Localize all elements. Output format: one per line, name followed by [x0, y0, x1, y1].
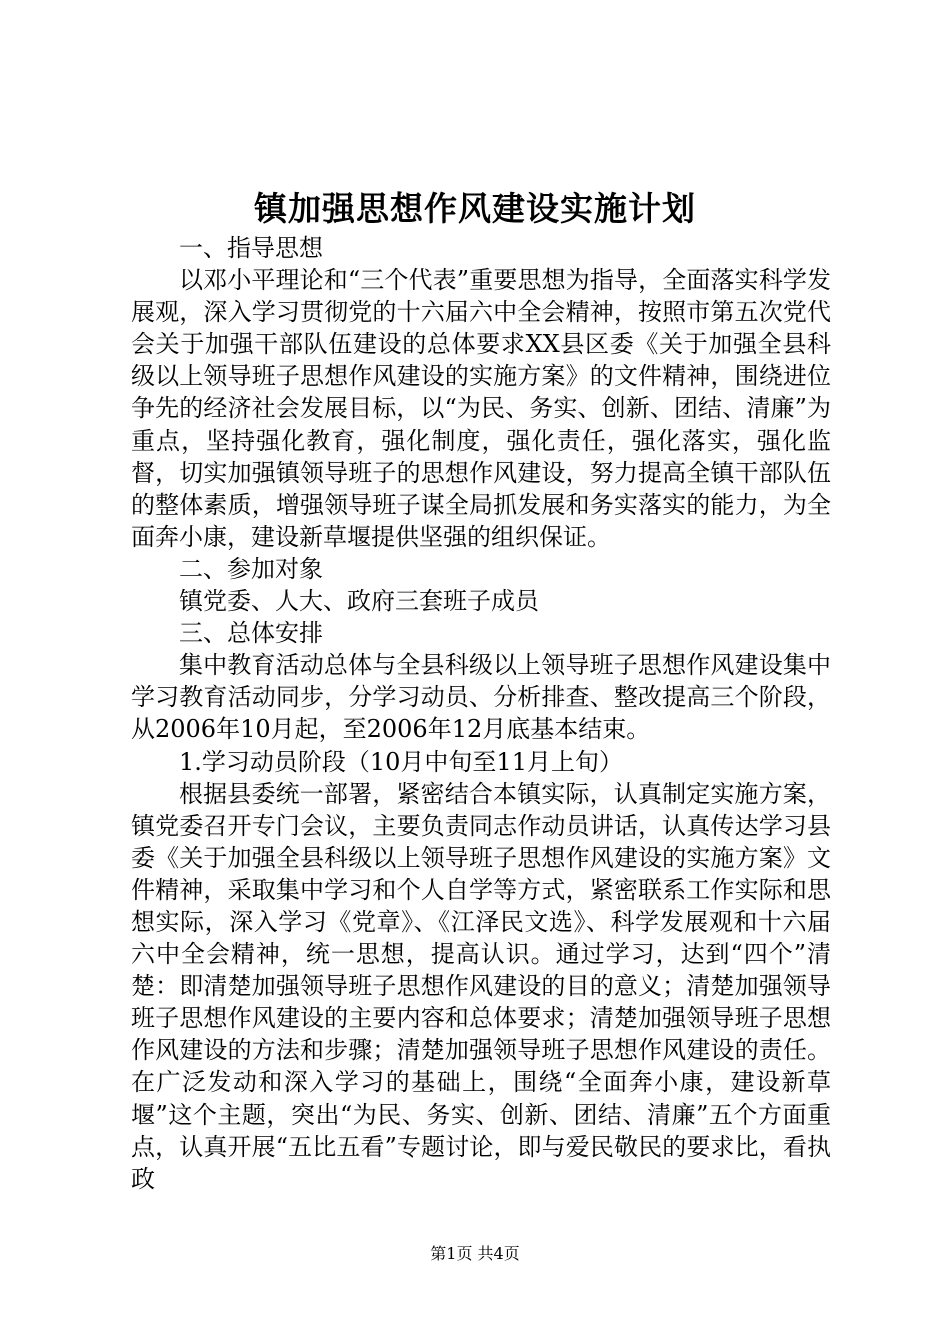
- heading-guiding-ideology: 一、指导思想: [179, 234, 323, 262]
- heading-study-phase: 1.学习动员阶段（10月中旬至11月上旬）: [179, 747, 623, 776]
- document-title: 镇加强思想作风建设实施计划: [254, 189, 696, 228]
- paragraph-study-phase: 根据县委统一部署，紧密结合本镇实际，认真制定实施方案，镇党委召开专门会议，主要负责同志作动员讲话，认真传达学习县委《关于加强全县科级以上领导班子思想作风建设的实施方案》文件精神，采取集中学习和个人自学等方式，紧密联系工作实际和思想实际，深入学习《党章》、《江泽民文选》、科学发展观和十六届六中全会精神，统一思想，提高认识。通过学习，达到“四个”清楚：即清楚加强领导班子思想作风建设的目的意义；清楚加强领导班子思想作风建设的主要内容和总体要求；清楚加强领导班子思想作风建设的方法和步骤；清楚加强领导班子思想作风建设的责任。在广泛发动和深入学习的基础上，围绕“全面奔小康，建设新草堰”这个主题，突出“为民、务实、创新、团结、清廉”五个方面重点，认真开展“五比五看”专题讨论，即与爱民敬民的要求比，看执政: [131, 779, 831, 1193]
- document-body: [131, 232, 831, 1195]
- paragraph-guiding-ideology: 以邓小平理论和“三个代表”重要思想为指导，全面落实科学发展观，深入学习贯彻党的十六届六中全会精神，按照市第五次党代会关于加强干部队伍建设的总体要求XX县区委《关于加强全县科级以上领导班子思想作风建设的实施方案》的文件精神，围绕进位争先的经济社会发展目标，以“为民、务实、创新、团结、清廉”为重点，坚持强化教育，强化制度，强化责任，强化落实，强化监督，切实加强镇领导班子的思想作风建设，努力提高全镇干部队伍的整体素质，增强领导班子谋全局抓发展和务实落实的能力，为全面奔小康，建设新草堰提供坚强的组织保证。: [131, 266, 831, 551]
- paragraph-overall-arrangement: 集中教育活动总体与全县科级以上领导班子思想作风建设集中学习教育活动同步，分学习动员、分析排查、整改提高三个阶段，从2006年10月起，至2006年12月底基本结束。: [131, 651, 831, 744]
- heading-overall-arrangement: 三、总体安排: [179, 619, 323, 648]
- paragraph-participants: 镇党委、人大、政府三套班子成员: [179, 587, 539, 616]
- heading-participants: 二、参加对象: [179, 554, 323, 583]
- page-number-footer: 第1页 共4页: [430, 1244, 520, 1263]
